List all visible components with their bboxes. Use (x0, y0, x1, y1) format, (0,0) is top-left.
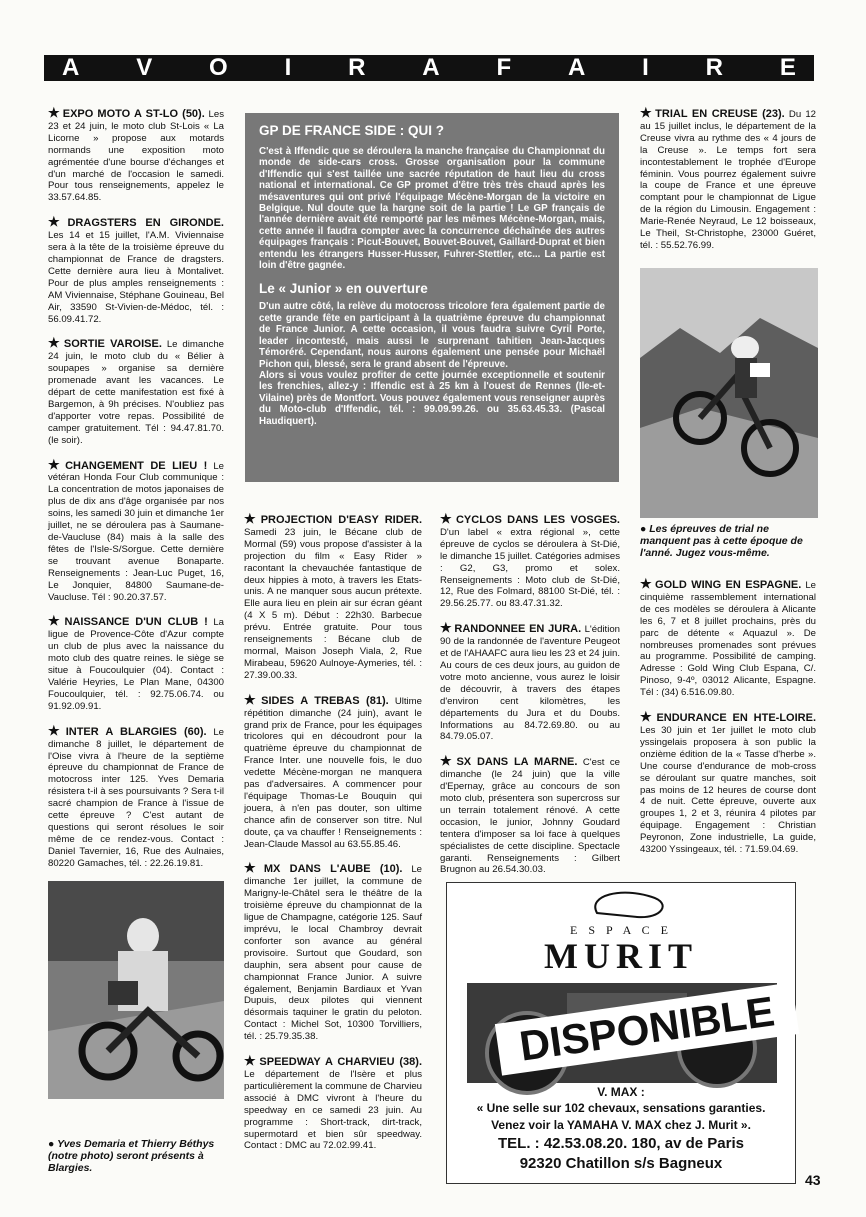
ad-espace: E S P A C E (570, 923, 672, 937)
banner-letter: A (567, 54, 586, 81)
ad-brand: MURIT (544, 936, 698, 976)
news-headline: EXPO MOTO A ST-LO (50). (62, 108, 205, 120)
trial-photo (640, 268, 818, 518)
news-body: Du 12 au 15 juillet inclus, le département de la Creuse vivra au rythme des « 4 jours de la Creuse ». Le temps fort sera incontestablement le trophée d'Europe féminin. Vous pourrez également suivre la coupe de France et une épreuve comptant pour le championnat de Ligue de la région du Limousin. Engagement : Marie-Renée Neyraud, Le 12 boisseaux, Le Theil, St-Christophe, 23000 Guéret, tél. : 55.52.76.99. (640, 109, 817, 251)
news-headline: SX DANS LA MARNE. (456, 756, 578, 769)
banner-letter: A (62, 54, 80, 81)
banner-letter: O (209, 54, 228, 81)
news-body: Les 30 juin et 1er juillet le moto club yssingelais proposera à son public la onzième édition de la « Tasse d'herbe ». Une course d'endurance de mob-cross se déroulant sur quatre manches, soit pas moins de 12 heures de course dont 4 de nuit. Cette épreuve, ouverte aux groupes 1, 2 et 3, réunira 4 pilotes par équipage. Engagement : Christian Peyronon, Zone industrielle, La guide, 43200 Yssingeaux, tél. : 71.59.04.69. (640, 724, 816, 856)
news-body: L'édition 90 de la randonnée de l'aventure Peugeot et de l'AHAAFC aura lieu les 23 et 24 juin. Au cours de ces deux jours, au guidon de votre moto ancienne, vous aurez le loisir de découvrir, à travers des étapes d'environ cent kilomètres, les départements du Jura et du Doubs. Informations au 84.72.69.80. ou au 84.79.05.07. (440, 624, 621, 743)
banner-letter: R (705, 54, 724, 81)
news-headline: GOLD WING EN ESPAGNE. (655, 579, 802, 591)
news-headline: CHANGEMENT DE LIEU ! (65, 459, 208, 472)
news-body: Ultime répétition dimanche (24 juin), avant le grand prix de France, pour les équipages tricolores qui en découdront pour la quatrième épreuve du championnat de France Inter. une nouvelle fois, le duo vedette Mécène-morgan ne manquera pas d'adversaires. A commencer pour l'équipage Thomas-Le Bouquin qui jouera, à n'en pas douter, son ultime chance afin de conserver son titre. Nul doute, ça va chauffer ! Renseignements : Jean-Claude Massol au 63.55.85.46. (244, 695, 422, 850)
column-4-top (640, 107, 816, 264)
ad-line-1: « Une selle sur 102 chevaux, sensations garanties. (476, 1101, 766, 1115)
gp-france-box (245, 113, 619, 482)
star-icon: ★ (48, 335, 62, 351)
news-headline: DRAGSTERS EN GIRONDE. (67, 217, 224, 230)
motocross-photo (48, 881, 224, 1099)
news-headline: INTER A BLARGIES (60). (65, 725, 207, 738)
news-body: Samedi 23 juin, le Bécane club de Mormal (59) vous propose d'assister à la projection du film « Easy Rider » racontant la chevauchée fantastique de deux hippies à moto, à travers les Etats-unis. A ne manquer sous aucun prétexte. Elle aura lieu en plein air sur écran géant (4 X 5 m). Début : 22h30. Barbecue prévu. Entrée gratuite. Pour tous renseignements : Bécane club de mormal, Maison Joseph Viala, 2, Rue Mirabeau, 59620 Aulnoye-Aymeries, tél. : 27.39.00.33. (244, 526, 422, 681)
news-item (48, 337, 224, 446)
star-icon: ★ (640, 709, 655, 725)
news-headline: RANDONNEE EN JURA. (454, 623, 582, 636)
news-item (48, 615, 224, 712)
news-headline: SORTIE VAROISE. (63, 338, 162, 351)
news-item (440, 513, 620, 610)
box-title-2: Le « Junior » en ouverture (259, 281, 428, 297)
ad-phone-address: TEL. : 42.53.08.20. 180, av de Paris (498, 1135, 744, 1152)
murit-advertisement (446, 882, 796, 1184)
news-body: C'est ce dimanche (le 24 juin) que la ville d'Epernay, grâce au concours de son moto club, présentera son supercross sur un terrain totalement rénové. A cette occasion, le junior, Johnny Goudard tentera d'imposer sa loi face à quelques spécialistes de cette discipline. Spectacle garanti. Renseignements : Gilbert Brugnon au 26.54.30.03. (440, 757, 621, 876)
news-item (244, 513, 422, 682)
news-item (640, 107, 816, 252)
star-icon: ★ (440, 753, 455, 769)
news-item (440, 755, 620, 876)
banner-letter: I (284, 54, 292, 81)
star-icon: ★ (440, 511, 454, 526)
banner-letter: F (496, 54, 512, 81)
star-icon: ★ (244, 1053, 258, 1069)
box-text-2: D'un autre côté, la relève du motocross tricolore fera également partie de cette grande fête en participant à la quatrième épreuve du championnat de France Junior. A cette occasion, il vous faudra suivre Cyril Porte, leader incontesté, mais aussi le surprenant tahitien Jean-Jacques Témoréré. Cependant, nous aurons également une pensée pour Michaël Pichon qui, blessé, sera le grand absent de l'épreuve. Alors si vous voulez profiter de cette journée exceptionnelle et soutenir les frenchies, allez-y : Iffendic est à 25 km à l'ouest de Rennes (Ile-et-Vilaine) près de Montfort. Vous pouvez également vous renseigner auprès du Moto-club d'Iffendic, tél. : 99.09.99.26. ou 35.63.45.33. (Pascal Haudiquert). (259, 301, 605, 427)
news-body: Le vétéran Honda Four Club communique : La concentration de motos japonaises de plus de dix ans d'âge organisée par nos soins, les samedi 30 juin et dimanche 1er juillet, ne se déroulera pas à Saumane-de-Vaucluse (84) mais à la salle des fêtes de l'Isle-S/Sorgue. Cette dernière se trouvant avenue Bonaparte. Renseignements : Jean-Luc Puget, 16, Le Jonquier, 84800 Saumane-de-Vaucluse. Tél : 90.20.37.57. (48, 460, 225, 603)
star-icon: ★ (48, 722, 64, 738)
news-body: Le dimanche 8 juillet, le département de l'Oise vivra à l'heure de la septième épreuve du championnat de France de motocross inter 125. Yves Demaria résistera t-il à ses poursuivants ? Sera t-il sacré champion de France à l'issue de cette épreuve ? C'est autant de questions qui seront résolues le soir même de ce rendez-vous. Contact : Daniel Tavernier, 16, Rue des Aulnaies, 80220 Gamaches, tél. : 22.26.19.81. (48, 726, 224, 869)
news-item (640, 578, 816, 699)
news-body: D'un label « extra régional », cette épreuve de cyclos se déroulera à St-Dié, le dimanche 15 juillet. Catégories admises : G2, G3, promo et solex. Renseignements : Moto club de St-Dié, 12, Rue des Folmard, 88100 St-Dié, tél. : 29.56.25.77. ou 83.47.31.32. (440, 526, 620, 610)
news-body: Le dimanche 1er juillet, la commune de Marigny-le-Châtel sera le théâtre de la troisième épreuve du championnat de la ligue de Champagne, catégorie 125. Sauf imprévu, le local Chambroy devrait conforter son avance au général provisoire. Surtout que Goudard, son dauphin, sera absent pour cause de championnat France Junior. A suivre également, Benjamin Bardiaux et Yvan Dupuis, deux pilotes qui viennent désormais taquiner le gratin du peloton. Contact : Michel Sot, 10300 Torvilliers, tél. : 25.79.35.38. (244, 864, 422, 1043)
news-item (48, 216, 224, 325)
news-headline: SIDES A TREBAS (81). (261, 694, 389, 707)
ad-line-2: Venez voir la YAMAHA V. MAX chez J. Murit ». (491, 1118, 751, 1132)
star-icon: ★ (48, 613, 63, 629)
motocross-caption: ● Yves Demaria et Thierry Béthys (notre photo) seront présents à Blargies. (48, 1138, 215, 1174)
column-2 (244, 513, 422, 1164)
news-item (640, 711, 816, 856)
banner-letter: R (348, 54, 366, 81)
star-icon: ★ (48, 105, 61, 120)
star-icon: ★ (48, 214, 66, 230)
news-item (244, 1055, 422, 1152)
banner-letter: A (422, 54, 440, 81)
news-headline: NAISSANCE D'UN CLUB ! (64, 616, 208, 629)
news-item (244, 862, 422, 1043)
box-title-1: GP DE FRANCE SIDE : QUI ? (259, 123, 445, 138)
column-3 (440, 513, 620, 888)
column-4-bottom (640, 578, 816, 868)
news-headline: ENDURANCE EN HTE-LOIRE. (656, 712, 816, 725)
star-icon: ★ (244, 511, 259, 526)
ad-headline: DISPONIBLE (495, 982, 799, 1075)
page-number: 43 (805, 1172, 821, 1188)
section-banner (44, 55, 814, 81)
star-icon: ★ (48, 456, 64, 472)
star-icon: ★ (244, 691, 260, 707)
news-body: La ligue de Provence-Côte d'Azur compte un club de plus avec la naissance du moto club des quatre reines. le siège se situe à Foucoulquier (04). Contact : Valérie Heyries, Le Plan Mane, 04300 Foucoulquier, tél. : 92.75.06.74. ou 91.92.09.91. (48, 617, 224, 712)
news-headline: MX DANS L'AUBE (10). (263, 863, 403, 876)
news-item (440, 622, 620, 743)
star-icon: ★ (244, 860, 262, 876)
news-headline: SPEEDWAY A CHARVIEU (38). (259, 1056, 422, 1069)
news-body: Le cinquième rassemblement international de ces modèles se déroulera à Alicante les 6, 7 et 8 juillet prochains, près du parc de détente « Aquazul ». De nombreuses promenades sont prévues au programme. Possibilité de camping. Adresse : Gold Wing Club Espana, C/. Pinoso, 9-4º, 03012 Alicante, Espagne. Tél : (34) 6.516.09.80. (640, 580, 816, 699)
news-item (244, 691, 422, 851)
star-icon: ★ (640, 576, 654, 591)
news-headline: CYCLOS DANS LES VOSGES. (455, 514, 620, 526)
news-body: Le dimanche 24 juin, le moto club du « Bélier à soupapes » organise sa dernière promenade avant les vacances. Le départ de cette manifestation est fixé à Bargemon, à 9h précises. N'oubliez pas d'apporter votre repas. Possibilité de camper gratuitement. Tél : 94.47.81.70. (le soir). (48, 339, 225, 446)
box-text-1: C'est à Iffendic que se déroulera la manche française du Championnat du monde de side-cars cross. Grosse organisation pour la commune d'Iffendic qui s'est taillée une sacrée réputation de haut lieu du cross national et international. Ce GP promet d'être très très chaud après les mésaventures qui ont privé l'équipage Mécène-Morgan de la victoire en Belgique. Nul doute que la hargne soit de la partie ! Le GP français de l'année dernière avait été remporté par les mêmes Mécène-Morgan, mais, cette année il faudra compter avec la concurrence déchaînée des autres équipages français : Picut-Bouvet, Bouvet-Bouvet, Gaillard-Duprat et bien entendu les étrangers Husser-Husser, Fuhrer-Stettler, etc... La partie est loin d'être gagnée. (259, 146, 605, 272)
star-icon: ★ (440, 620, 453, 636)
news-headline: PROJECTION D'EASY RIDER. (260, 514, 422, 526)
news-item (48, 107, 224, 204)
trial-caption: ● Les épreuves de trial ne manquent pas à cette époque de l'anné. Jugez vous-même. (640, 523, 803, 559)
banner-letter: V (136, 54, 153, 81)
news-item (48, 722, 224, 870)
news-headline: TRIAL EN CREUSE (23). (655, 108, 785, 120)
news-body: Les 23 et 24 juin, le moto club St-Lois « La Licorne » propose aux motards normands une exposition moto agrémentée d'une bourse d'échanges et d'un marché de l'occasion le samedi. Pour tous renseignements, appelez le 33.57.64.85. (48, 109, 224, 204)
ad-model: V. MAX : (597, 1085, 645, 1099)
column-1 (48, 107, 224, 882)
news-item (48, 456, 225, 604)
ad-city: 92320 Chatillon s/s Bagneux (519, 1155, 723, 1172)
bullet-icon: ● (640, 523, 650, 535)
news-body: Le département de l'Isère et plus particulièrement la commune de Charvieu associé à DMC vivront à l'heure du speedway en ce samedi 23 juin. Au programme : Short-track, dirt-track, supermotard et bien sûr speedway. Contact : DMC au 72.02.99.41. (244, 1068, 422, 1152)
bullet-icon: ● (48, 1138, 58, 1150)
banner-letter: E (779, 54, 796, 81)
news-body: Les 14 et 15 juillet, l'A.M. Viviennaise sera à la tête de la troisième épreuve du championnat de France de dragsters. Cette dernière aura lieu à Montalivet. Pour de plus amples renseignements : AM Viviennaise, Stéphane Gouineau, Bel Air, 33590 St-Vivien-de-Médoc, tél. : 56.09.41.72. (48, 230, 224, 325)
banner-letter: I (642, 54, 649, 81)
star-icon: ★ (640, 105, 654, 120)
